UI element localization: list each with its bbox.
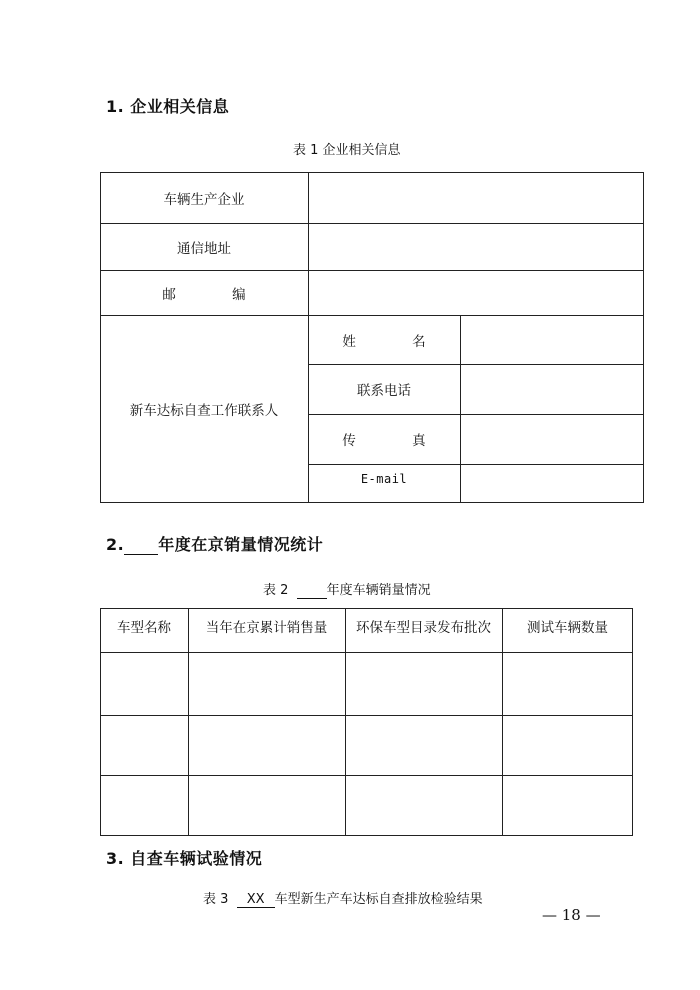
column-header-batch: 环保车型目录发布批次 — [356, 620, 491, 636]
section-1-heading: 1. 企业相关信息 — [106, 97, 230, 116]
column-header-model: 车型名称 — [117, 620, 171, 636]
table-3-caption: 表 3 XX 车型新生产车达标自查排放检验结果 — [203, 892, 483, 907]
table-1-caption: 表 1 企业相关信息 — [293, 143, 401, 158]
column-header-sales: 当年在京累计销售量 — [205, 620, 328, 636]
page-number: — 18 — — [542, 906, 601, 924]
section-3-heading: 3. 自查车辆试验情况 — [106, 849, 263, 868]
field-label-email: E-mail — [360, 472, 408, 486]
row-label-manufacturer: 车辆生产企业 — [163, 191, 245, 208]
row-label-address: 通信地址 — [177, 240, 231, 257]
section-2-heading: 2. 年度在京销量情况统计 — [106, 535, 324, 554]
field-label-phone: 联系电话 — [357, 383, 411, 399]
field-label-name: 姓 名 — [342, 333, 452, 350]
row-label-contact: 新车达标自查工作联系人 — [129, 403, 279, 419]
table-2-caption: 表 2 年度车辆销量情况 — [263, 583, 431, 598]
field-label-fax: 传 真 — [342, 433, 452, 449]
row-label-postcode: 邮 编 — [162, 286, 272, 303]
column-header-test-count: 测试车辆数量 — [527, 620, 608, 636]
